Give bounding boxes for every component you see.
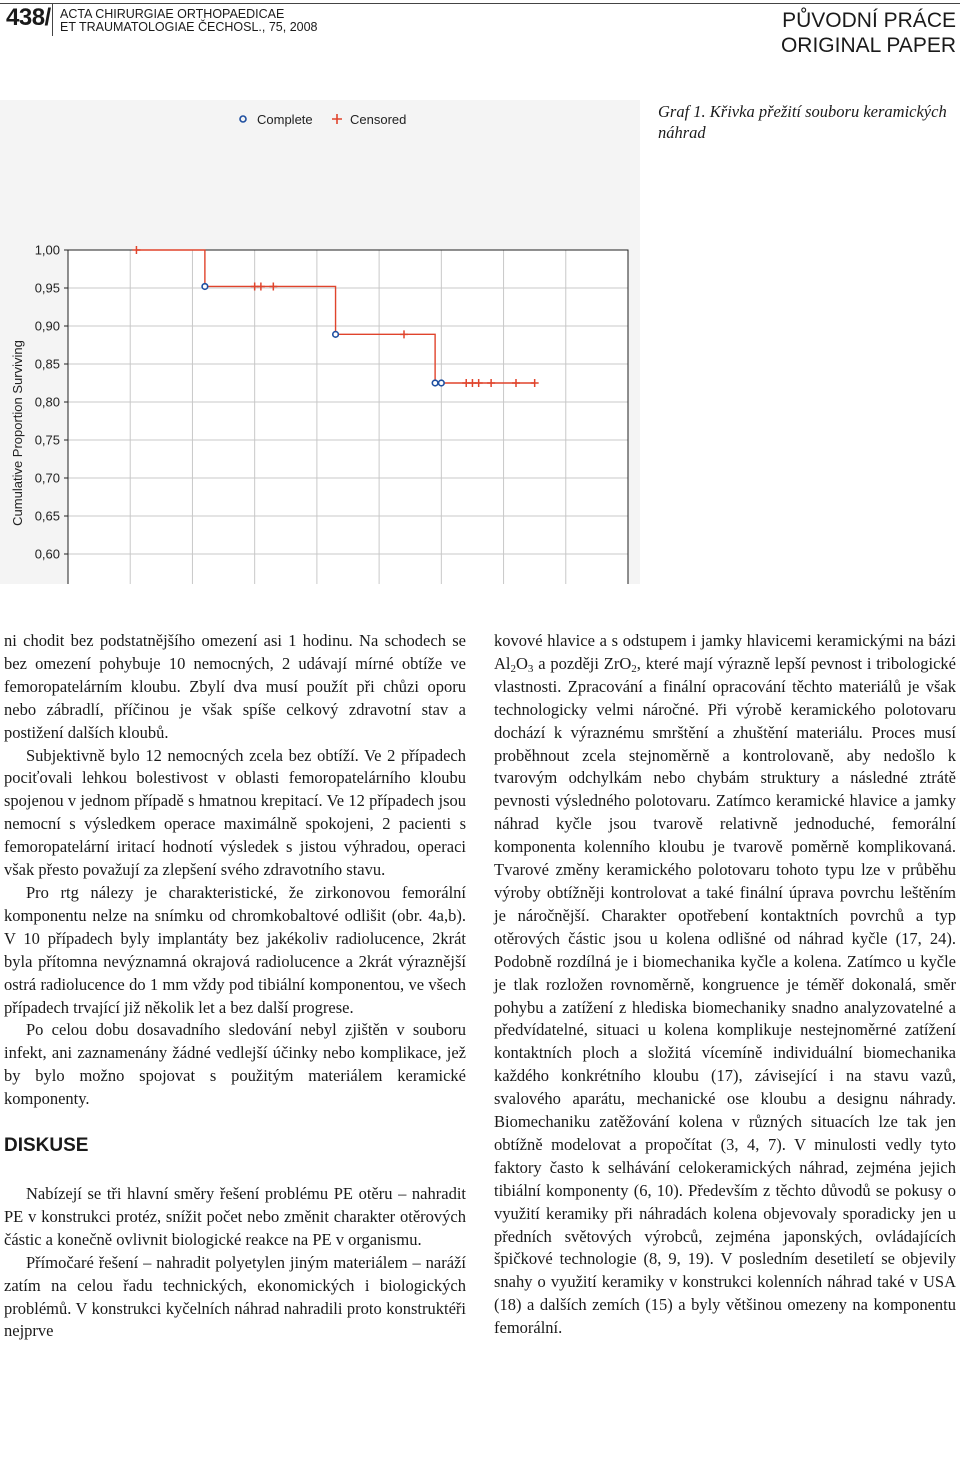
right-column bbox=[494, 630, 956, 1340]
subscript-2: 3 bbox=[527, 662, 534, 675]
left-paragraph-1: ni chodit bez podstatnějšího omezení asi 1 hodinu. Na schodech se bez omezení pohybuje 10 nemocných, 2 udávají mírné obtíže ve femoropatelárním kloubu. Zbylí dva musí použít při chůzi oporu nebo zábradlí, příčinou je však spíše celkový zdravotní stav a postižení dalších kloubů. bbox=[4, 631, 466, 742]
legend-censored-label: Censored bbox=[350, 112, 407, 127]
left-paragraph-6: Přímočaré řešení – nahradit polyetylen jiným materiálem – naráží zatím na celou řadu technických, ekonomických i biologických problémů. V konstrukci kyčelních náhrad nahradili proto konstruktéři nejprve bbox=[4, 1252, 466, 1341]
complete-marker bbox=[432, 380, 438, 386]
survival-chart-svg bbox=[0, 100, 640, 584]
legend-complete-label: Complete bbox=[257, 112, 313, 127]
complete-marker bbox=[202, 284, 208, 290]
section-line-1: PŮVODNÍ PRÁCE bbox=[782, 9, 956, 32]
plot-area bbox=[68, 250, 628, 584]
complete-marker bbox=[333, 332, 339, 338]
right-paragraph-1 bbox=[494, 630, 956, 1340]
right-text-d: , které mají výrazně lepší pevnost i tribologické vlastnosti. Zpracování a finální opracování těchto materiálů je však technologicky velmi náročné. Při výrobě keramického polotovaru dochází k výraznému smrštění a zhuštění materiálu. Proces musí proběhnout zcela stejnoměrně a kontrolovaně, aby nedošlo k tvarovým odchylkám nebo chybám struktury a následné ztrátě pevnosti výsledného polotovaru. Zatímco keramické hlavice a jamky náhrad kyčle jsou tvarově relativně jednoduché, femorální komponenta kolenního kloubu je tvarově poměrně komplikovaná. Tvarové změny keramického polotovaru tohoto typu lze v průběhu výroby obtížněji kontrolovat a také finální úprava povrchu leštěním je náročnější. Charakter opotřebení kontaktních povrchů a typ otěrových částic jsou u kolena odlišné od náhrad kyčle (17, 24). Podobně rozdílná je i biomechanika kyčle a kolena. Zatímco u kyčle je tlak rozložen rovnoměrně, kongruence je téměř dokonalá, směr pohybu a zatížení z hlediska biomechaniky snadno analyzovatelné a předvídatelné, situaci u kolena komplikuje nestejnoměrné zatížení kontaktních ploch a složitá vícemíně individuální biomechanika každého konkrétního kloubu (17), závisející i na stavu vazů, svalového aparátu, mechanické ose kloubu a designu náhrady. Biomechaniku zatěžování kolena v různých situacích lze tak jen obtížně modelovat a propočítat (3, 4, 7). V minulosti vedly tyto faktory často k selhávání celokeramických náhrad, zejména jejich tibiální komponenty (6, 10). Především z těchto důvodů se pokusy o využití keramiky při náhradách kolena objevovaly sporadicky jen u předních světových výrobců, zejména japonských, ovládajících špičkové technologie (8, 9, 19). V posledním desetiletí se objevily snahy o využití keramiky v konstrukci kolenních náhrad také v USA (18) a dalších zemích (15) a byly většinou omezeny na komponentu femorální. bbox=[494, 653, 956, 1338]
left-paragraph-4: Po celou dobu dosavadního sledování nebyl zjištěn v souboru infekt, ani zaznamenány žádné vedlejší účinky nebo komplikace, jež by bylo možno spojovat s použitým materiálem keramické komponenty. bbox=[4, 1020, 466, 1109]
right-text-c: a později ZrO bbox=[533, 653, 632, 673]
header-divider bbox=[52, 4, 53, 36]
journal-line-1: ACTA CHIRURGIAE ORTHOPAEDICAE bbox=[60, 7, 285, 21]
right-text-b: O bbox=[516, 653, 528, 673]
journal-line-2: ET TRAUMATOLOGIAE ČECHOSL., 75, 2008 bbox=[60, 20, 318, 34]
section-line-2: ORIGINAL PAPER bbox=[780, 34, 956, 57]
left-paragraph-2: Subjektivně bylo 12 nemocných zcela bez obtíží. Ve 2 případech pociťovali lehkou bolestivost v oblasti femoropatelárního kloubu spojenou v jednom případě s hmatnou krepitací. Ve 12 případech jsou nemocní s výsledkem operace maximálně spokojeni, 2 pacienti s femoropatelární iritací hodnotí výsledek s jistou výhradou, operaci však přesto považují za zlepšení svého zdravotního stavu. bbox=[4, 745, 466, 880]
subscript-3: 2 bbox=[631, 662, 637, 675]
journal-name bbox=[60, 8, 318, 34]
y-axis-label: Cumulative Proportion Surviving bbox=[10, 340, 25, 526]
left-paragraph-3: Pro rtg nálezy je charakteristické, že zirkonovou femorální komponentu nelze na snímku od chromkobaltové odlišit (obr. 4a,b). V 10 případech byly implantáty bez jakékoliv radiolucence, 2krát byla přítomna nevýznamná okrajová radiolucence a 2krát výraznější ostrá radiolucence do 1 mm vždy pod tibiální komponentou, ve všech případech trvající již několik let a bez další progrese. bbox=[4, 882, 466, 1017]
survival-chart bbox=[0, 100, 640, 584]
left-paragraph-5: Nabízejí se tři hlavní směry řešení problému PE otěru – nahradit PE v konstrukci protéz, snížit počet nebo změnit charakter otěrových částic a konečně ovlivnit biologické reakce na PE v organismu. bbox=[4, 1184, 466, 1249]
y-tick-label: 1,00 bbox=[34, 242, 60, 258]
y-tick-label: 0,80 bbox=[34, 394, 60, 410]
header-rule bbox=[0, 3, 960, 4]
figure-caption: Graf 1. Křivka přežití souboru keramických náhrad bbox=[658, 102, 947, 142]
right-text-a: kovové hlavice a s odstupem i jamky hlavicemi keramickými na bázi Al bbox=[494, 631, 956, 673]
y-tick-label: 0,95 bbox=[34, 280, 60, 296]
page-number: 438/ bbox=[6, 4, 51, 31]
section-heading-diskuse: DISKUSE bbox=[4, 1135, 89, 1157]
y-tick-label: 0,60 bbox=[34, 546, 60, 562]
y-tick-label: 0,65 bbox=[34, 508, 60, 524]
complete-marker bbox=[439, 380, 445, 386]
y-tick-label: 0,90 bbox=[34, 318, 60, 334]
subscript-1: 2 bbox=[510, 662, 516, 675]
y-tick-label: 0,70 bbox=[34, 470, 60, 486]
section-label bbox=[781, 8, 956, 58]
left-column bbox=[4, 630, 466, 1343]
y-tick-label: 0,85 bbox=[34, 356, 60, 372]
y-tick-label: 0,75 bbox=[34, 432, 60, 448]
